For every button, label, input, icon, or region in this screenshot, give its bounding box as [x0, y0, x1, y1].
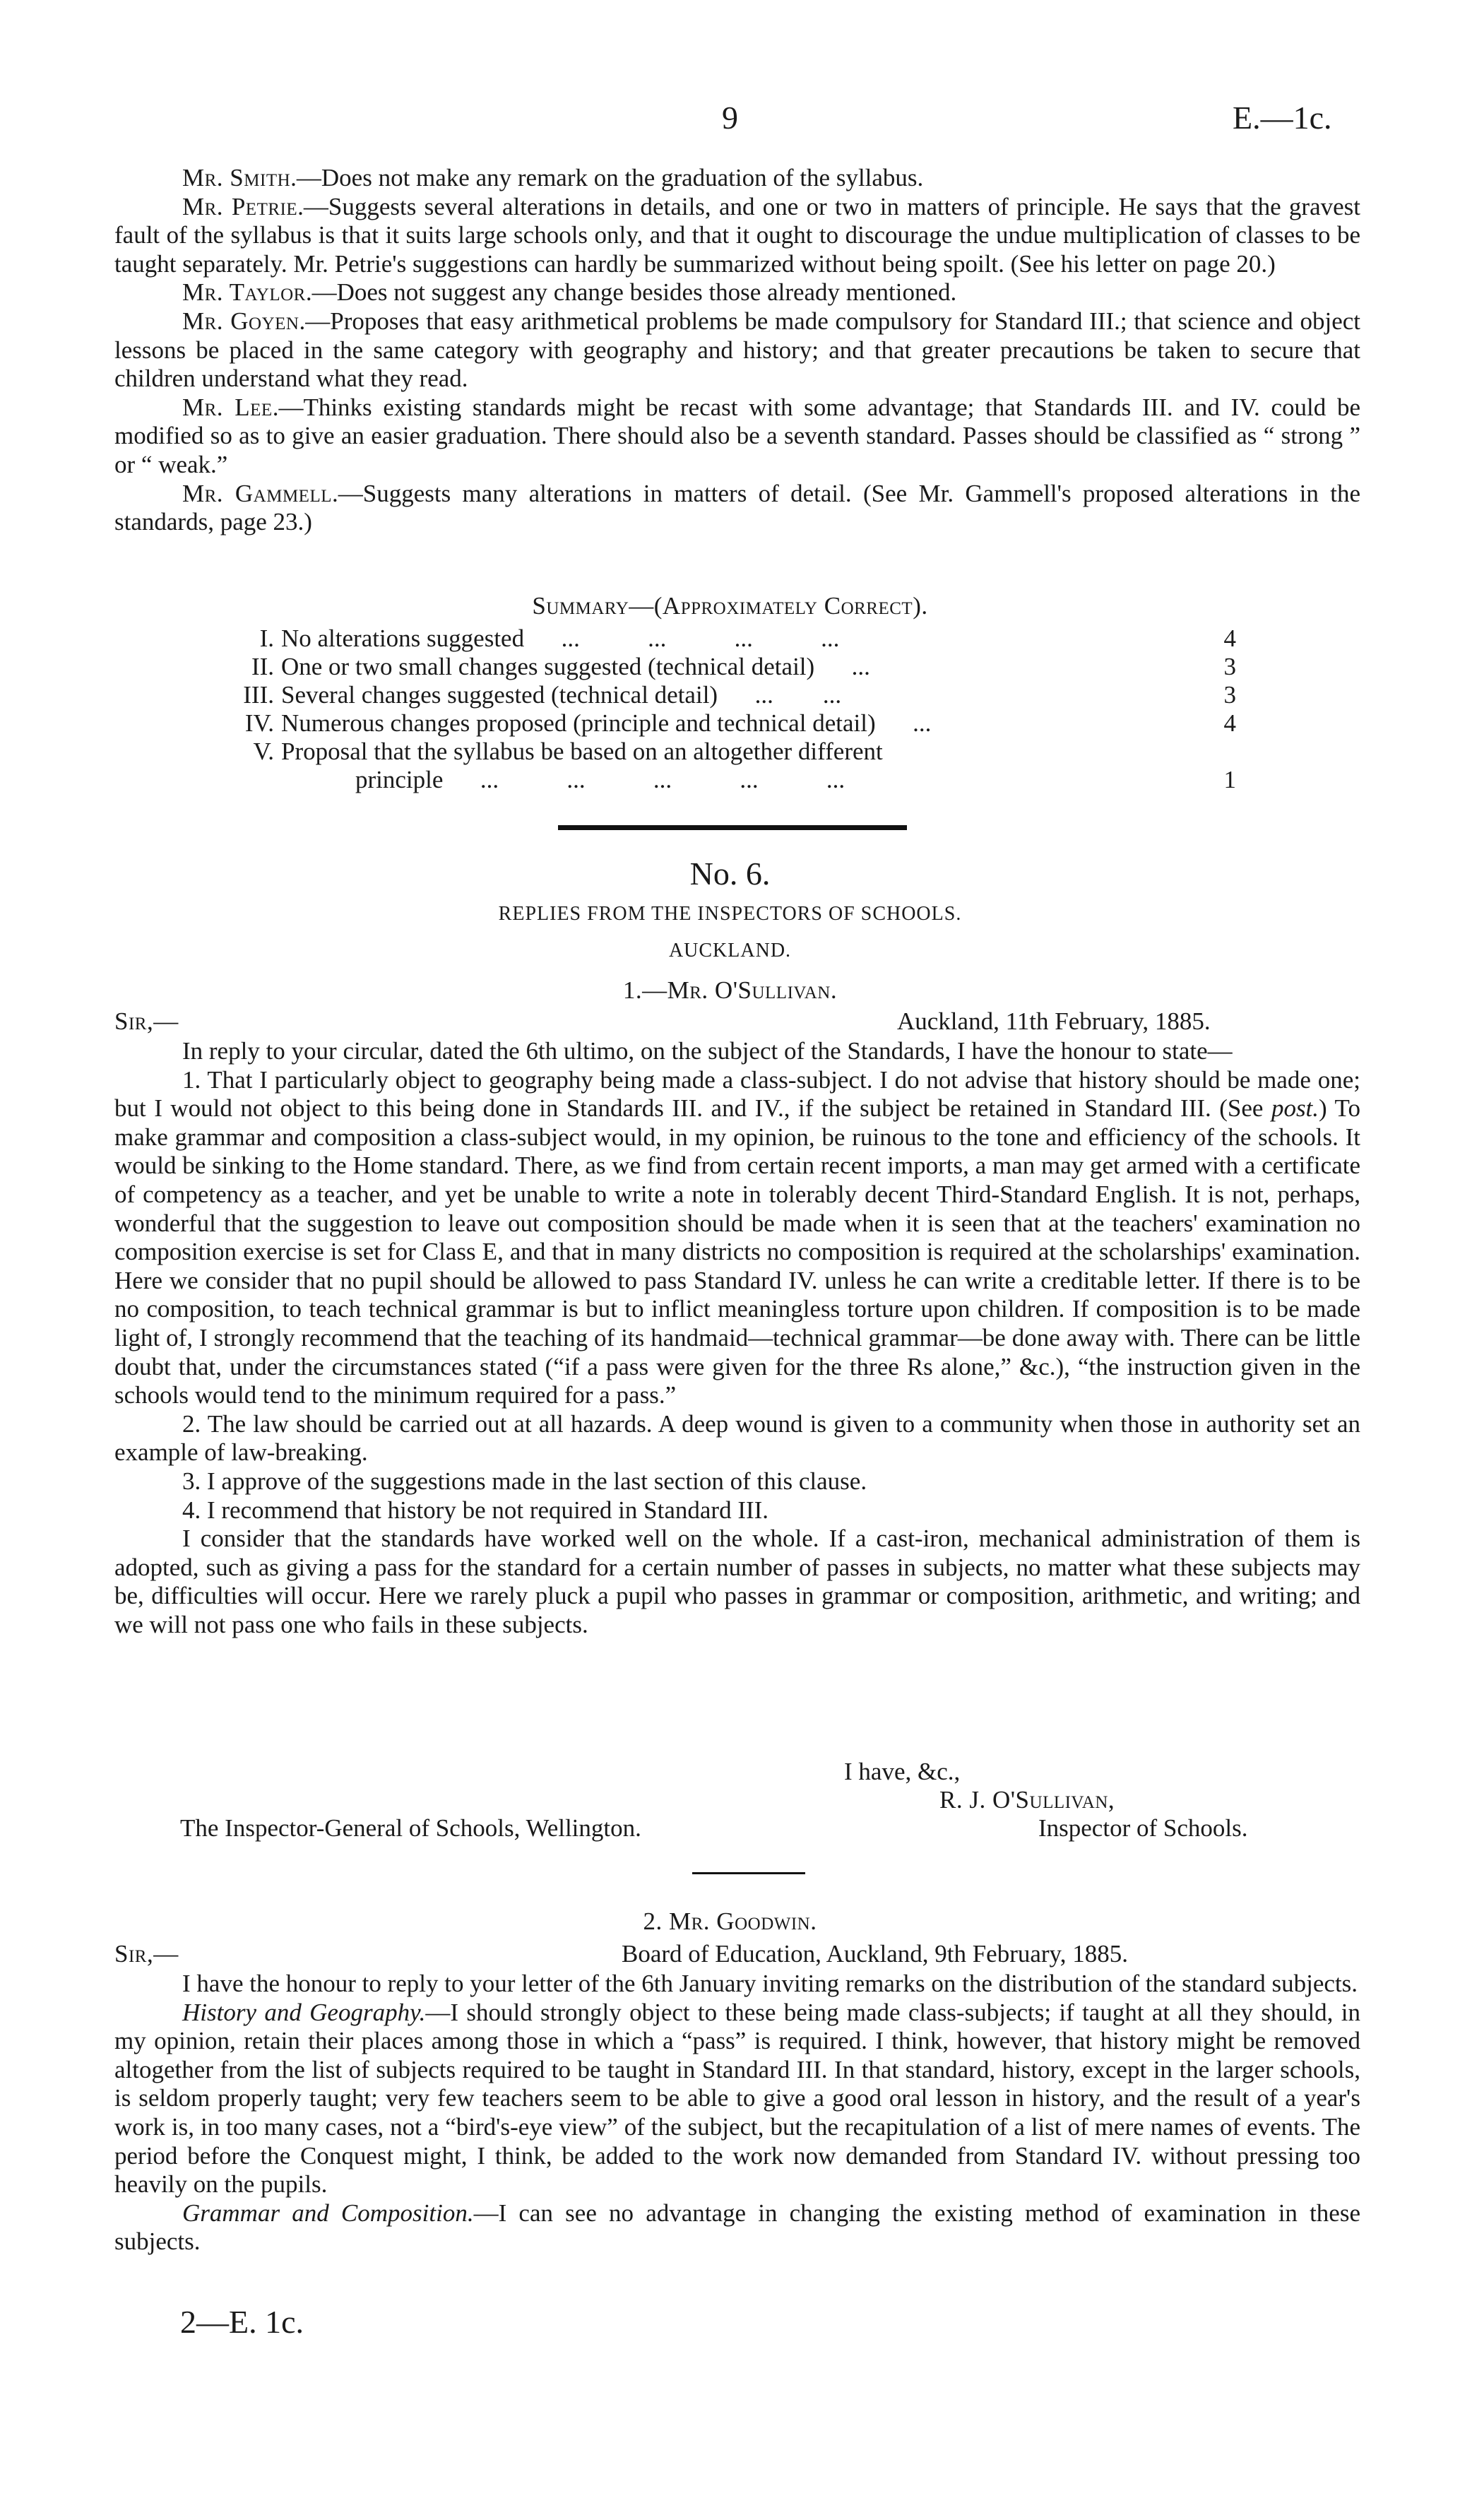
- letter2-para: Grammar and Composition.—I can see no advantage in changing the existing method of examination in these subjects.: [114, 2199, 1360, 2256]
- letter1-para: In reply to your circular, dated the 6th ultimo, on the subject of the Standards, I have the honour to state—: [182, 1037, 1233, 1065]
- summary-table: [220, 625, 1236, 794]
- summary-row-text: One or two small changes suggested (technical detail) ...: [281, 653, 870, 680]
- letter1-para: 4. I recommend that history be not required in Standard III.: [182, 1496, 769, 1524]
- letter2-place-date: Board of Education, Auckland, 9th February, 1885.: [622, 1940, 1129, 1968]
- summary-row: [220, 709, 1236, 738]
- letter1-signature: R. J. O'Sullivan,: [939, 1786, 1115, 1814]
- summary-row: [220, 681, 1236, 709]
- summary-row-count: 3: [1223, 653, 1236, 680]
- letter1-place-date: Auckland, 11th February, 1885.: [897, 1007, 1211, 1035]
- letter1-para: 3. I approve of the suggestions made in the last section of this clause.: [182, 1467, 867, 1495]
- letter1-para: I consider that the standards have worked well on the whole. If a cast-iron, mechanical administration of them is adopted, such as giving a pass for the standard for a certain number of passes in subjects, no matter what these subjects may be, difficulties will occur. Here we rarely pluck a pupil who passes in grammar or composition, arithmetic, and writing; and we will not pass one who fails in these subjects.: [114, 1525, 1360, 1638]
- summary-row: [220, 738, 1236, 766]
- remark-gammell: Mr. Gammell.—Suggests many alterations in matters of detail. (See Mr. Gammell's proposed alterations in the standards, page 23.): [114, 479, 1360, 536]
- letter2-heading: 2. Mr. Goodwin.: [643, 1907, 817, 1935]
- summary-row-count: 1: [1223, 766, 1236, 793]
- section-divider: [558, 825, 907, 830]
- summary-row-number: III.: [243, 681, 274, 709]
- letter2-para: I have the honour to reply to your letter of the 6th January inviting remarks on the distribution of the standard subjects.: [182, 1970, 1358, 1997]
- letter1-para: 2. The law should be carried out at all hazards. A deep wound is given to a community when those in authority set an example of law-breaking.: [114, 1409, 1360, 1467]
- letter-divider: [692, 1872, 805, 1874]
- summary-row-count: 4: [1223, 625, 1236, 652]
- summary-row-count: 3: [1223, 681, 1236, 709]
- letter1-addressee: The Inspector-General of Schools, Wellington.: [180, 1814, 641, 1842]
- remark-petrie: Mr. Petrie.—Suggests several alterations in details, and one or two in matters of principle. He says that the gravest fault of the syllabus is that it suits large schools only, and that it ought to discourage the undue multiplication of classes to be taught separately. Mr. Petrie's suggestions can hardly be summarized without being spoilt. (See his letter on page 20.): [114, 192, 1360, 278]
- inspector-remarks: [114, 164, 1360, 537]
- summary-row-number: II.: [251, 653, 274, 680]
- region-heading: AUCKLAND.: [668, 940, 792, 962]
- summary-row-text: principle ... ... ... ... ...: [281, 766, 845, 793]
- letter1-body: [114, 1037, 1360, 1639]
- summary-row: [220, 653, 1236, 681]
- summary-row-count: [1187, 738, 1236, 766]
- remark-goyen: Mr. Goyen.—Proposes that easy arithmetical problems be made compulsory for Standard III.; that science and object lessons be placed in the same category with geography and history; and that greater precautions be taken to secure that children understand what they read.: [114, 307, 1360, 393]
- letter1-closing: I have, &c.,: [844, 1758, 961, 1785]
- letter2-para: History and Geography.—I should strongly object to these being made class-subjects; if taught at all they should, in my opinion, retain their places among those in which a “pass” is required. I think, however, that history might be removed altogether from the list of subjects required to be taught in Standard III. In that standard, history, except in the larger schools, is seldom properly taught; very few teachers seem to be able to give a good oral lesson in history, and the result of a year's work is, in too many cases, not a “bird's-eye view” of the subject, but the recapitulation of a list of mere names of events. The period before the Conquest might, I think, be added to the work now demanded from Standard IV. without pressing too heavily on the pupils.: [114, 1998, 1360, 2199]
- section-number: No. 6.: [689, 856, 771, 892]
- remark-smith: Mr. Smith.—Does not make any remark on the graduation of the syllabus.: [182, 164, 924, 191]
- summary-row-count: 4: [1223, 709, 1236, 737]
- summary-row: [220, 766, 1236, 794]
- summary-row: [220, 625, 1236, 653]
- section-title: REPLIES FROM THE INSPECTORS OF SCHOOLS.: [498, 903, 962, 925]
- summary-row-number: I.: [259, 625, 274, 652]
- letter2-salutation: Sir,—: [114, 1940, 179, 1968]
- page-number: 9: [722, 100, 738, 136]
- summary-row-text: Numerous changes proposed (principle and technical detail) ...: [281, 709, 932, 737]
- summary-row-number: IV.: [244, 709, 274, 737]
- letter1-para: 1. That I particularly object to geography being made a class-subject. I do not advise that history should be made one; but I would not object to this being done in Standards III. and IV., if the subject be retained in Standard III. (See post.) To make grammar and composition a class-subject would, in my opinion, be ruinous to the tone and efficiency of the schools. It would be sinking to the Home standard. There, as we find from certain recent imports, a man may get armed with a certificate of competency as a teacher, and yet be unable to write a note in tolerably decent Third-Standard English. It is not, perhaps, wonderful that the suggestion to leave out composition should be made when it is seen that at the teachers' examination no composition exercise is set for Class E, and that in many districts no composition is required at the scholarships' examination. Here we consider that no pupil should be allowed to pass Standard IV. unless he can write a creditable letter. If there is to be no composition, to teach technical grammar is but to inflict meaningless torture upon children. If composition is to be made light of, I strongly recommend that the teaching of its handmaid—technical grammar—be done away with. There can be little doubt that, under the circumstances stated (“if a pass were given for the three Rs alone,” &c.), “the instruction given in the schools would tend to the minimum required for a pass.”: [114, 1065, 1360, 1409]
- remark-taylor: Mr. Taylor.—Does not suggest any change besides those already mentioned.: [182, 278, 957, 307]
- footer-signature-mark: 2—E. 1c.: [180, 2304, 304, 2340]
- letter1-title: Inspector of Schools.: [1038, 1814, 1248, 1842]
- remark-lee: Mr. Lee.—Thinks existing standards might be recast with some advantage; that Standards III. and IV. could be modified so as to give an easier graduation. There should also be a seventh standard. Passes should be classified as “ strong ” or “ weak.”: [114, 393, 1361, 478]
- letter1-heading: 1.—Mr. O'Sullivan.: [622, 976, 838, 1004]
- summary-row-text: Proposal that the syllabus be based on an altogether different: [281, 738, 883, 765]
- summary-title: Summary—(Approximately Correct).: [532, 592, 928, 620]
- summary-row-number: [220, 766, 281, 794]
- summary-row-text: No alterations suggested ... ... ... ...: [281, 625, 840, 652]
- series-code: E.—1c.: [1233, 100, 1332, 136]
- summary-row-text: Several changes suggested (technical detail) ... ...: [281, 681, 842, 709]
- letter1-salutation: Sir,—: [114, 1007, 179, 1035]
- letter2-body: [114, 1970, 1360, 2256]
- summary-row-number: V.: [253, 738, 274, 765]
